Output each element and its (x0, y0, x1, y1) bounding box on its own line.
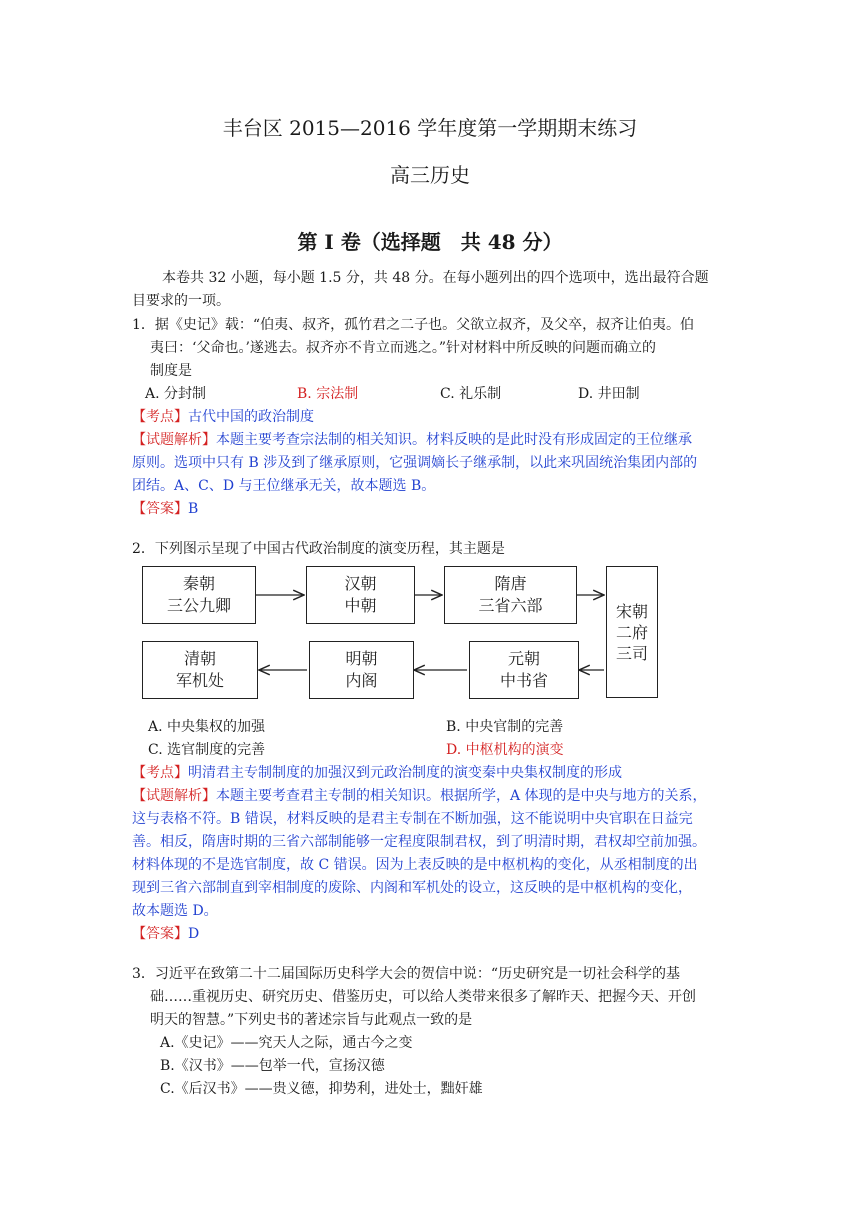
q2-option-c: C. 选官制度的完善 (148, 742, 266, 758)
kaodian-text: 古代中国的政治制度 (188, 409, 314, 425)
kaodian-text: 明清君主专制制度的加强汉到元政治制度的演变秦中央集权制度的形成 (188, 765, 622, 781)
box-han-name: 汉朝 (344, 574, 377, 593)
q1-analysis-line-2: 原则。选项中只有 B 涉及到了继承原则，它强调嫡长子继承制，以此来巩固统治集团内部的 (132, 455, 698, 471)
q2-answer (132, 923, 199, 943)
analysis-label: 【试题解析】 (132, 788, 216, 804)
box-han (306, 566, 415, 624)
box-han-system: 中朝 (344, 596, 377, 615)
q1-option-d: D. 井田制 (578, 386, 640, 402)
box-qing (142, 641, 258, 699)
q1-stem-line-1: 1．据《史记》载：“伯夷、叔齐，孤竹君之二子也。父欲立叔齐，及父卒，叔齐让伯夷。伯 (132, 317, 695, 333)
evolution-diagram (140, 564, 660, 699)
q2-analysis-line-1 (132, 785, 707, 805)
box-yuan (469, 641, 579, 699)
answer-text: B (188, 501, 199, 517)
q3-stem-line-2: 础……重视历史、研究历史、借鉴历史，可以给人类带来很多了解昨天、把握今天、开创 (150, 989, 696, 1005)
subject-title: 高三历史 (390, 163, 470, 187)
box-suitang-system: 三省六部 (478, 596, 543, 615)
analysis-label: 【试题解析】 (132, 432, 216, 448)
q1-stem-line-3: 制度是 (150, 363, 192, 379)
q1-analysis-line-3: 团结。A、C、D 与王位继承无关，故本题选 B。 (132, 478, 436, 494)
box-yuan-system: 中书省 (499, 671, 548, 690)
q2-option-a: A. 中央集权的加强 (148, 719, 266, 735)
q2-kaodian (132, 762, 622, 782)
q2-analysis-line-4: 材料体现的不是选官制度，故 C 错误。因为上表反映的是中枢机构的变化，从丞相制度的出 (132, 857, 698, 873)
q2-stem: 2．下列图示呈现了中国古代政治制度的演变历程，其主题是 (132, 541, 505, 557)
box-ming-name: 明朝 (345, 649, 378, 668)
q2-analysis-line-5: 现到三省六部制直到宰相制度的废除、内阁和军机处的设立，这反映的是中枢机构的变化， (132, 880, 692, 896)
box-qing-name: 清朝 (183, 649, 216, 668)
q1-option-c: C. 礼乐制 (440, 386, 502, 402)
box-suitang-name: 隋唐 (494, 574, 527, 593)
box-qin (142, 566, 256, 624)
q2-analysis-line-2: 这与表格不符。B 错误，材料反映的是君主专制在不断加强，这不能说明中央官职在日益完 (132, 811, 693, 827)
box-ming-system: 内阁 (345, 671, 378, 690)
box-qin-system: 三公九卿 (166, 596, 231, 615)
box-qin-name: 秦朝 (182, 574, 215, 593)
q3-option-b: B.《汉书》——包举一代，宣扬汉德 (160, 1058, 385, 1074)
box-suitang (444, 566, 577, 624)
q3-option-c: C.《后汉书》——贵义德，抑势利，进处士，黜奸雄 (160, 1081, 483, 1097)
q3-option-a: A.《史记》——究天人之际，通古今之变 (160, 1035, 413, 1051)
answer-label: 【答案】 (132, 926, 188, 942)
q1-analysis-line-1 (132, 429, 692, 449)
box-song-name: 宋朝 (615, 601, 648, 621)
box-ming (309, 641, 414, 699)
q2-analysis-line-6: 故本题选 D。 (132, 903, 218, 919)
kaodian-label: 【考点】 (132, 409, 188, 425)
box-song-system-2: 三司 (615, 643, 648, 663)
intro-line-2: 目要求的一项。 (132, 293, 230, 309)
box-song-system-1: 二府 (615, 622, 648, 642)
q2-analysis-line-3: 善。相反，隋唐时期的三省六部制能够一定程度限制君权，到了明清时期，君权却空前加强。 (132, 834, 706, 850)
q3-stem-line-1: 3．习近平在致第二十二届国际历史科学大会的贺信中说：“历史研究是一切社会科学的基 (132, 966, 681, 982)
section-title: 第 I 卷（选择题 共 48 分） (297, 230, 563, 254)
answer-label: 【答案】 (132, 501, 188, 517)
analysis-text: 本题主要考查宗法制的相关知识。材料反映的是此时没有形成固定的王位继承 (216, 432, 692, 448)
q2-option-d: D. 中枢机构的演变 (446, 742, 564, 758)
q1-option-b: B. 宗法制 (297, 386, 359, 402)
box-song (606, 566, 658, 698)
box-qing-system: 军机处 (175, 671, 224, 690)
q1-answer (132, 498, 198, 518)
q1-stem-line-2: 夷曰：‘父命也。’遂逃去。叔齐亦不肯立而逃之。”针对材料中所反映的问题而确立的 (150, 340, 657, 356)
kaodian-label: 【考点】 (132, 765, 188, 781)
q2-option-b: B. 中央官制的完善 (446, 719, 564, 735)
intro-line-1: 本卷共 32 小题，每小题 1.5 分，共 48 分。在每小题列出的四个选项中，选出最符合题 (162, 270, 709, 286)
q1-option-a: A. 分封制 (145, 386, 207, 402)
answer-text: D (188, 926, 200, 942)
analysis-text: 本题主要考查君主专制的相关知识。根据所学，A 体现的是中央与地方的关系， (216, 788, 707, 804)
exam-title: 丰台区 2015—2016 学年度第一学期期末练习 (222, 116, 638, 140)
box-yuan-name: 元朝 (507, 649, 540, 668)
q1-kaodian (132, 406, 314, 426)
q3-stem-line-3: 明天的智慧。”下列史书的著述宗旨与此观点一致的是 (150, 1012, 473, 1028)
